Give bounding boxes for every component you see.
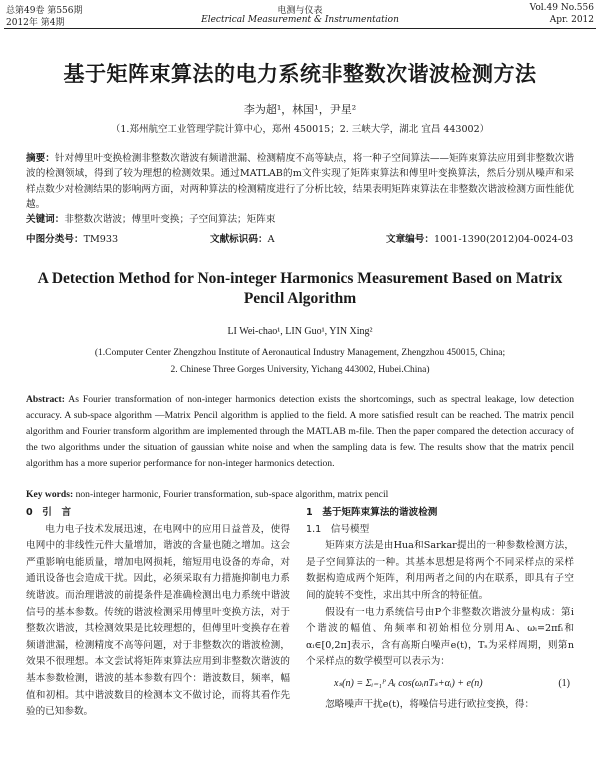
issue-cn: 2012年 第4期 [6, 18, 65, 28]
article-number [386, 231, 573, 245]
abstract-cn [26, 151, 574, 227]
equation-1 [306, 671, 574, 697]
method-paragraph-2: 假设有一电力系统信号由P个非整数次谐波分量构成：第i个谐波的幅值、角频率和初始相位分别用Aᵢ、ωᵢ=2πfᵢ和αᵢ∈[0,2π]表示，含有高斯白噪声e(t)，Tₛ为采样周期，则第n个采样点的数学模型可以表示为： [306, 606, 574, 668]
clc-value: TM933 [83, 234, 119, 245]
journal-volume-cn: 总第49卷 第556期 [6, 6, 83, 16]
classification-row [26, 231, 574, 245]
journal-name-en: Electrical Measurement & Instrumentation [201, 15, 399, 25]
authors-en: LI Wei-chao¹, LIN Guo¹, YIN Xing² [227, 326, 373, 337]
header-divider [4, 28, 596, 29]
doc-label: 文献标识码： [210, 234, 268, 245]
affiliation-en [0, 345, 600, 379]
body-column-left [26, 505, 290, 721]
section-heading-introduction: 0 引 言 [26, 507, 72, 518]
keywords-cn-text: 非整数次谐波；傅里叶变换；子空间算法；矩阵束 [64, 214, 276, 226]
intro-paragraph: 电力电子技术发展迅速，在电网中的应用日益普及，使得电网中的非线性元件大量增加，谐波的含量也随之增加。这会严重影响电能质量，增加电网损耗，缩短用电设备的寿命，对通讯设备也会造成干扰。因此，必须采取有力措施抑制电力系统谐波。而治理谐波的前提条件是准确检测出电力系统中谐波信号的基本参数。传统的谐波检测采用傅里叶变换方法，对于整数次谐波，其检测效果是比较理想的，但傅里叶变换存在着频谱泄漏，检测精度不高等问题，对于非整数次的谐波检测，效果不很理想。本文尝试将矩阵束算法应用到非整数次谐波的基本参数检测，谐波的基本参数有四个：谐波数目，频率，幅值和初相。其中谐波数目的检测本文不做讨论，而将其看作先验的已知参数。 [26, 523, 290, 718]
paper-title-en-line2: Pencil Algorithm [243, 290, 357, 307]
doc-value: A [267, 234, 275, 245]
keywords-en [26, 489, 574, 500]
article-label: 文章编号： [386, 234, 434, 245]
clc-label: 中图分类号： [26, 234, 84, 245]
abstract-cn-label: 摘要： [26, 153, 55, 164]
body-column-right [306, 505, 574, 714]
paper-title-en-line1: A Detection Method for Non-integer Harmonics Measurement Based on Matrix [37, 270, 563, 287]
equation-1-body: xₛ(n) = Σᵢ₌₁ᴾ Aᵢ cos(ωᵢnTₛ+αᵢ) + e(n) [334, 677, 483, 689]
authors-cn: 李为超¹，林国¹，尹星² [243, 103, 357, 116]
abstract-en-text: As Fourier transformation of non-integer harmonics detection exists the shortcomings, such as spectral leakage, low detection accuracy. A sub-space algorithm —Matrix Pencil algorithm is applied to the field. A more satisfied result can be reached. The matrix pencil algorithm and Fourier transform algorithm are implemented through the MATLAB m-file. Then the paper compared the detection accuracy of the two algorithms under the situation of gaussian white noise and when the sampling data is few. The results show that the matrix pencil algorithm has a more superior performance for non-integer harmonics detection. [26, 394, 574, 470]
document-code [210, 231, 275, 245]
method-paragraph-1: 矩阵束方法是由Hua和Sarkar提出的一种参数检测方法，是子空间算法的一种。其基本思想是将两个不同采样点的采样数据构造成两个矩阵，利用两者之间的内在联系，即具有子空间的旋转不变性，求出其中所含的特征值。 [306, 540, 574, 601]
affiliation-cn: （1.郑州航空工业管理学院计算中心，郑州 450015；2. 三峡大学，湖北 宜昌 443002） [110, 124, 490, 135]
affiliation-en-line1: (1.Computer Center Zhengzhou Institute of Aeronautical Industry Management, Zhengzhou 450015, China; [94, 348, 506, 358]
equation-1-number: (1) [558, 677, 570, 689]
issue-date-en: Apr. 2012 [549, 15, 594, 25]
clc-number [26, 231, 118, 245]
method-paragraph-3: 忽略噪声干扰e(t)，将噪信号进行欧拉变换，得： [325, 698, 535, 710]
journal-name-cn: 电测与仪表 [277, 6, 323, 16]
paper-title-cn: 基于矩阵束算法的电力系统非整数次谐波检测方法 [63, 62, 537, 86]
abstract-en [26, 392, 574, 472]
abstract-cn-text: 针对傅里叶变换检测非整数次谐波有频谱泄漏、检测精度不高等缺点，将一种子空间算法——矩阵束算法应用到非整数次谐波的检测领域，得到了较为理想的检测效果。通过MATLAB的m文件实现了矩阵束算法和傅里叶变换算法，然后分别从噪声和采样点数少对检测结果的影响两方面，对两种算法的检测精度进行了分析比较，结果表明矩阵束算法在非整数次谐波检测方面性能优越。 [26, 153, 575, 210]
keywords-cn-label: 关键词： [26, 214, 65, 226]
section-heading-method: 1 基于矩阵束算法的谐波检测 [306, 507, 438, 518]
article-value: 1001-1390(2012)04-0024-03 [433, 234, 574, 245]
paper-title-en [0, 269, 600, 309]
affiliation-en-line2: 2. Chinese Three Gorges University, Yichang 443002, Hubei.China) [170, 365, 430, 375]
subsection-heading-signal-model: 1.1 信号模型 [306, 523, 370, 535]
journal-volume-en: Vol.49 No.556 [529, 3, 594, 13]
keywords-en-label: Key words: [26, 489, 74, 500]
abstract-en-label: Abstract: [26, 394, 65, 405]
keywords-en-text: non-integer harmonic, Fourier transformation, sub-space algorithm, matrix pencil [75, 489, 389, 500]
